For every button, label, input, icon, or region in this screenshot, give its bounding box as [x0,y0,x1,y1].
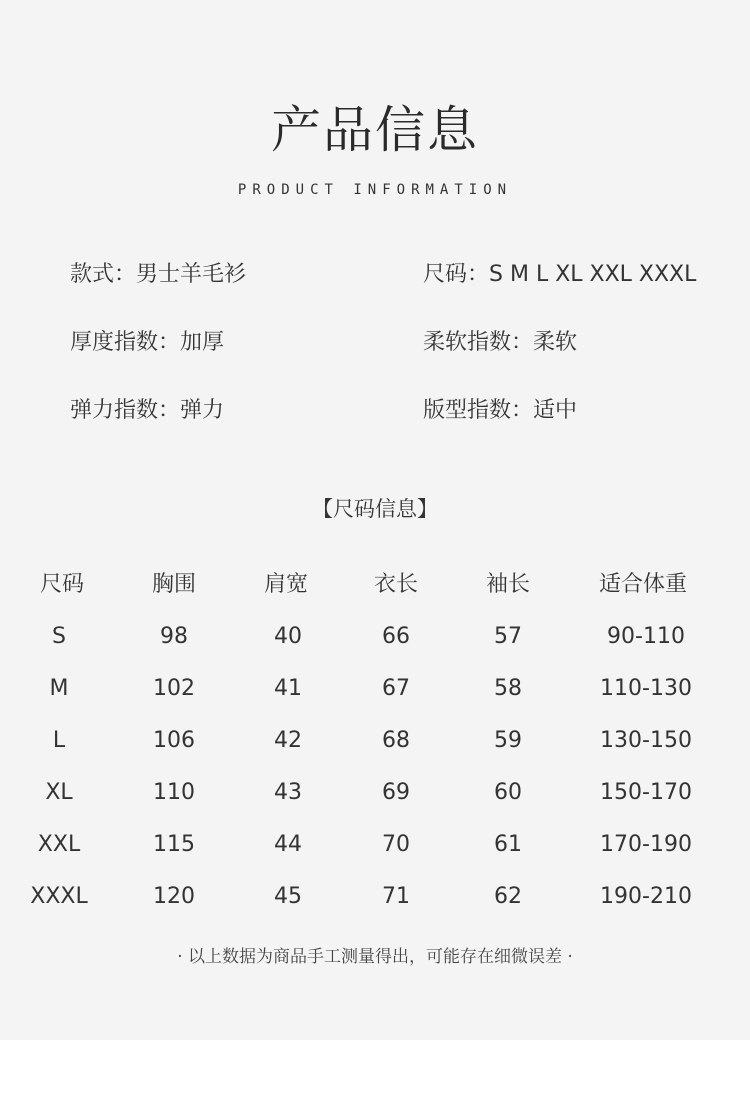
info-thickness [70,328,224,358]
info-thickness-value: 加厚 [180,330,225,355]
cell-weight: 170-190 [600,832,692,857]
cell-weight: 90-110 [607,624,685,649]
header-weight: 适合体重 [598,572,688,597]
info-style [70,260,246,290]
cell-length: 69 [382,780,410,805]
cell-chest: 120 [153,884,195,909]
info-size [423,260,696,290]
cell-weight: 190-210 [600,884,692,909]
table-row [0,776,750,828]
measurement-note: · 以上数据为商品手工测量得出，可能存在细微误差 · [177,947,573,967]
cell-chest: 115 [153,832,195,857]
cell-length: 67 [382,676,410,701]
cell-sleeve: 62 [494,884,522,909]
info-style-value: 男士羊毛衫 [136,262,247,287]
cell-length: 66 [382,624,410,649]
info-fit [423,396,577,426]
cell-length: 70 [382,832,410,857]
cell-length: 68 [382,728,410,753]
cell-weight: 110-130 [600,676,692,701]
info-elasticity [70,396,224,426]
size-table [0,568,750,932]
cell-shoulder: 40 [274,624,302,649]
size-table-header-row [0,568,750,620]
cell-chest: 102 [153,676,195,701]
header-shoulder: 肩宽 [263,572,309,597]
cell-size: M [49,676,69,701]
info-elasticity-value: 弹力 [180,398,225,423]
header-length: 衣长 [373,572,419,597]
cell-sleeve: 60 [494,780,522,805]
cell-size: S [52,624,66,649]
table-row [0,672,750,724]
info-style-label: 款式： [70,262,137,287]
cell-sleeve: 57 [494,624,522,649]
cell-length: 71 [382,884,410,909]
page-subtitle: PRODUCT INFORMATION [237,182,513,198]
cell-size: L [52,728,66,753]
page-title: 产品信息 [271,101,479,159]
cell-shoulder: 42 [274,728,302,753]
table-row [0,724,750,776]
cell-sleeve: 59 [494,728,522,753]
cell-weight: 130-150 [600,728,692,753]
table-row [0,620,750,672]
info-thickness-label: 厚度指数： [70,330,181,355]
header-chest: 胸围 [151,572,197,597]
cell-size: XL [45,780,73,805]
table-row [0,880,750,932]
cell-chest: 110 [153,780,195,805]
cell-chest: 106 [153,728,195,753]
cell-size: XXL [37,832,81,857]
info-elasticity-label: 弹力指数： [70,398,181,423]
info-softness [423,328,577,358]
info-softness-label: 柔软指数： [423,330,534,355]
info-size-value: S M L XL XXL XXXL [489,262,697,287]
cell-weight: 150-170 [600,780,692,805]
cell-shoulder: 41 [274,676,302,701]
cell-sleeve: 61 [494,832,522,857]
header-sleeve: 袖长 [485,572,531,597]
cell-sleeve: 58 [494,676,522,701]
info-fit-label: 版型指数： [423,398,534,423]
info-fit-value: 适中 [533,398,578,423]
header-size: 尺码 [39,572,85,597]
cell-chest: 98 [160,624,188,649]
table-row [0,828,750,880]
cell-shoulder: 45 [274,884,302,909]
cell-size: XXXL [30,884,88,909]
info-size-label: 尺码： [423,262,490,287]
size-table-title: 【尺码信息】 [312,497,438,521]
cell-shoulder: 43 [274,780,302,805]
info-softness-value: 柔软 [533,330,578,355]
cell-shoulder: 44 [274,832,302,857]
